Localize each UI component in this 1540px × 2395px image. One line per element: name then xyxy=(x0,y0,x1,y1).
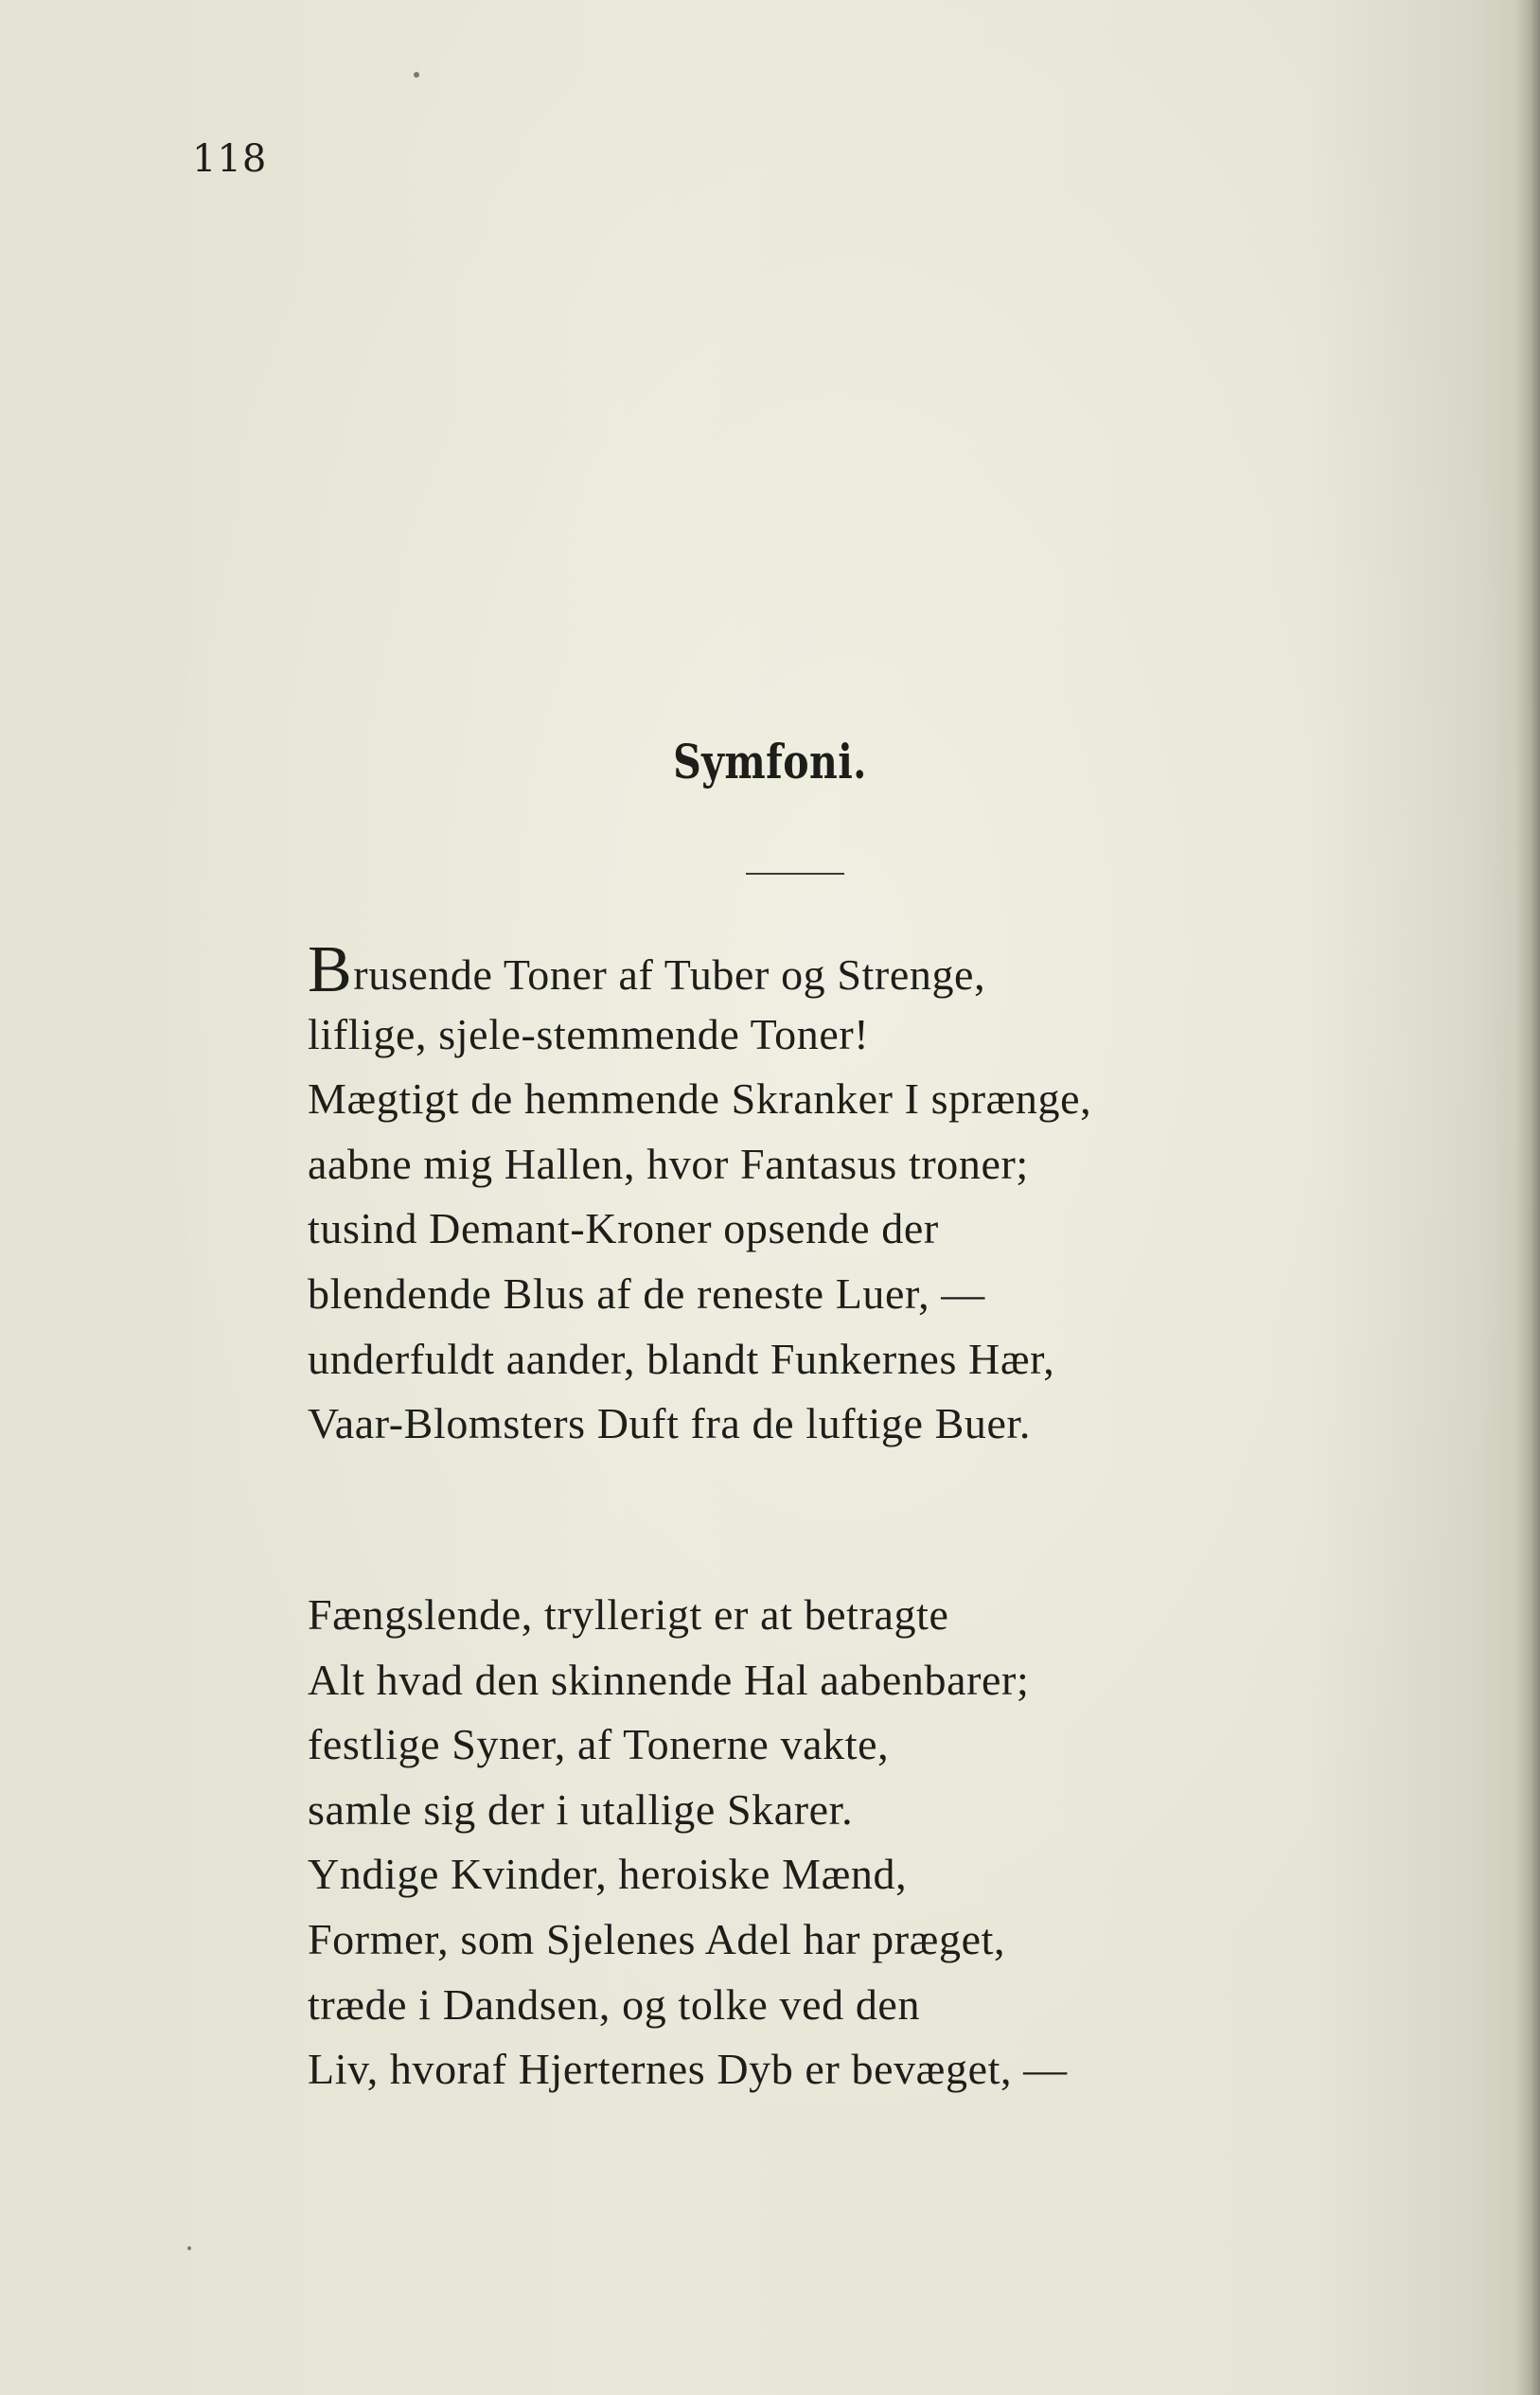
poem-line: Former, som Sjelenes Adel har præget, xyxy=(308,1914,1006,1963)
poem-line: træde i Dandsen, og tolke ved den xyxy=(308,1979,921,2029)
poem-line: Fængslende, tryllerigt er at betragte xyxy=(308,1590,949,1639)
poem-line: Yndige Kvinder, heroiske Mænd, xyxy=(308,1850,908,1899)
poem-line: liflige, sjele-stemmende Toner! xyxy=(308,1009,870,1058)
drop-cap-letter: B xyxy=(308,933,353,1006)
poem-line: Alt hvad den skinnende Hal aabenbarer; xyxy=(308,1655,1030,1704)
poem-line: underfuldt aander, blandt Funkernes Hær, xyxy=(308,1334,1055,1383)
ink-speck xyxy=(187,2246,191,2250)
poem-line: festlige Syner, af Tonerne vakte, xyxy=(308,1720,890,1769)
stanza-2 xyxy=(308,1583,1068,2102)
poem-line: samle sig der i utallige Skarer. xyxy=(308,1784,854,1834)
page-edge-shadow xyxy=(1515,0,1540,2395)
stanza-1 xyxy=(308,933,1092,1457)
poem-line-rest: rusende Toner af Tuber og Strenge, xyxy=(353,950,986,999)
poem-line xyxy=(308,933,1091,1006)
poem-line: Vaar-Blomsters Duft fra de luftige Buer. xyxy=(308,1399,1031,1448)
title-divider xyxy=(746,873,844,875)
poem-line: tusind Demant-Kroner opsende der xyxy=(308,1204,939,1253)
poem-title: Symfoni. xyxy=(673,734,867,789)
poem-line: aabne mig Hallen, hvor Fantasus troner; xyxy=(308,1139,1029,1188)
poem-line: blendende Blus af de reneste Luer, — xyxy=(308,1268,985,1318)
poem-line: Mægtigt de hemmende Skranker I sprænge, xyxy=(308,1074,1092,1124)
poem-line: Liv, hvoraf Hjerternes Dyb er bevæget, — xyxy=(308,2045,1068,2094)
ink-speck xyxy=(414,72,419,78)
page-number: 118 xyxy=(192,137,268,181)
